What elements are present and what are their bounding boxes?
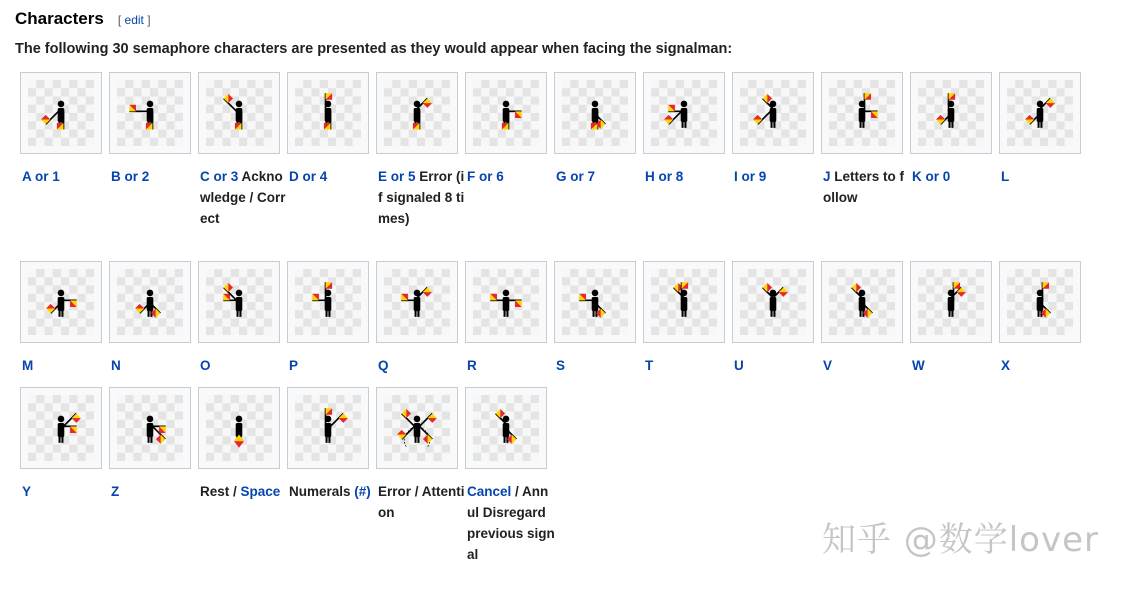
caption-link[interactable]: V: [823, 358, 833, 373]
caption-link[interactable]: W: [912, 358, 925, 373]
semaphore-caption: [910, 355, 1000, 376]
semaphore-caption: [20, 481, 110, 502]
caption-text: Numerals: [289, 484, 355, 499]
caption-link[interactable]: L: [1001, 169, 1010, 184]
edit-section: [ edit ]: [117, 13, 151, 27]
semaphore-cell: [20, 387, 104, 502]
caption-link[interactable]: Cancel: [467, 484, 512, 499]
caption-link[interactable]: U: [734, 358, 744, 373]
semaphore-image[interactable]: [287, 261, 369, 343]
intro-text: The following 30 semaphore characters are presented as they would appear when facing the signalman:: [15, 41, 733, 57]
semaphore-cell: [465, 72, 549, 187]
semaphore-image[interactable]: [554, 261, 636, 343]
caption-link[interactable]: J: [823, 169, 831, 184]
semaphore-cell: [999, 261, 1083, 376]
semaphore-cell: [20, 261, 104, 376]
semaphore-image[interactable]: [910, 261, 992, 343]
semaphore-image[interactable]: [643, 261, 725, 343]
semaphore-caption: [376, 481, 466, 523]
caption-link[interactable]: H or 8: [645, 169, 684, 184]
semaphore-caption: [20, 166, 110, 187]
semaphore-caption: [109, 166, 199, 187]
semaphore-caption: [554, 166, 644, 187]
semaphore-image[interactable]: [821, 72, 903, 154]
semaphore-image[interactable]: [20, 72, 102, 154]
semaphore-cell: [109, 387, 193, 502]
caption-link[interactable]: F or 6: [467, 169, 504, 184]
semaphore-image[interactable]: [732, 261, 814, 343]
semaphore-caption: [109, 481, 199, 502]
semaphore-caption: [198, 481, 288, 502]
caption-link[interactable]: Y: [22, 484, 32, 499]
semaphore-image[interactable]: [20, 261, 102, 343]
caption-text: / Annul Disregard previous signal: [467, 484, 555, 562]
semaphore-image[interactable]: [999, 261, 1081, 343]
caption-link[interactable]: (#): [354, 484, 371, 499]
semaphore-cell: [732, 261, 816, 376]
semaphore-image[interactable]: [465, 387, 547, 469]
caption-text: Error / Attention: [378, 484, 465, 520]
semaphore-caption: [643, 166, 733, 187]
semaphore-caption: [732, 166, 822, 187]
caption-link[interactable]: S: [556, 358, 566, 373]
semaphore-image[interactable]: [198, 261, 280, 343]
semaphore-image[interactable]: [376, 387, 458, 469]
semaphore-image[interactable]: [465, 72, 547, 154]
semaphore-caption: [643, 355, 733, 376]
caption-link[interactable]: E or 5: [378, 169, 416, 184]
semaphore-caption: [287, 481, 377, 502]
semaphore-caption: [198, 166, 288, 229]
caption-link[interactable]: Q: [378, 358, 389, 373]
semaphore-cell: [198, 261, 282, 376]
semaphore-image[interactable]: [910, 72, 992, 154]
semaphore-cell: [198, 72, 286, 229]
semaphore-cell: [465, 261, 549, 376]
caption-link[interactable]: G or 7: [556, 169, 596, 184]
semaphore-cell: [287, 387, 371, 502]
semaphore-caption: [910, 166, 1000, 187]
caption-link[interactable]: T: [645, 358, 654, 373]
semaphore-image[interactable]: [198, 387, 280, 469]
semaphore-caption: [20, 355, 110, 376]
caption-link[interactable]: C or 3: [200, 169, 239, 184]
semaphore-caption: [465, 481, 555, 565]
semaphore-image[interactable]: [109, 387, 191, 469]
semaphore-caption: [376, 166, 466, 229]
semaphore-cell: [910, 261, 994, 376]
semaphore-cell: [999, 72, 1083, 187]
semaphore-caption: [999, 355, 1089, 376]
semaphore-image[interactable]: [554, 72, 636, 154]
semaphore-cell: [109, 261, 193, 376]
caption-link[interactable]: I or 9: [734, 169, 767, 184]
caption-link[interactable]: X: [1001, 358, 1011, 373]
caption-text: Letters to follow: [823, 169, 905, 205]
semaphore-caption: [376, 355, 466, 376]
semaphore-image[interactable]: [821, 261, 903, 343]
caption-text: Error (if signaled 8 times): [378, 169, 465, 226]
caption-link[interactable]: N: [111, 358, 121, 373]
semaphore-cell: [376, 261, 460, 376]
semaphore-image[interactable]: [465, 261, 547, 343]
semaphore-caption: [465, 166, 555, 187]
semaphore-cell: [109, 72, 193, 187]
semaphore-caption: [821, 355, 911, 376]
caption-text: Acknowledge / Correct: [200, 169, 286, 226]
semaphore-cell: [821, 261, 905, 376]
semaphore-caption: [287, 166, 377, 187]
semaphore-image[interactable]: [198, 72, 280, 154]
caption-link[interactable]: M: [22, 358, 34, 373]
semaphore-caption: [554, 355, 644, 376]
semaphore-image[interactable]: [999, 72, 1081, 154]
caption-link[interactable]: A or 1: [22, 169, 60, 184]
caption-link[interactable]: Z: [111, 484, 120, 499]
caption-link[interactable]: O: [200, 358, 211, 373]
caption-link[interactable]: Space: [240, 484, 281, 499]
edit-link[interactable]: edit: [124, 13, 144, 27]
semaphore-cell: [465, 387, 555, 565]
semaphore-caption: [198, 355, 288, 376]
caption-link[interactable]: R: [467, 358, 477, 373]
semaphore-cell: [198, 387, 282, 502]
semaphore-image[interactable]: [287, 387, 369, 469]
section-title: Characters: [15, 9, 104, 28]
semaphore-cell: [20, 72, 104, 187]
semaphore-caption: [465, 355, 555, 376]
semaphore-cell: [376, 387, 465, 523]
semaphore-image[interactable]: [20, 387, 102, 469]
semaphore-cell: [376, 72, 465, 229]
semaphore-cell: [732, 72, 816, 187]
semaphore-caption: [999, 166, 1089, 187]
semaphore-image[interactable]: [376, 261, 458, 343]
watermark: 知乎 @数学lover: [821, 520, 1099, 560]
semaphore-cell: [554, 72, 638, 187]
caption-link[interactable]: B or 2: [111, 169, 150, 184]
semaphore-cell: [643, 261, 727, 376]
section-heading: [15, 9, 151, 29]
semaphore-image[interactable]: [643, 72, 725, 154]
semaphore-cell: [643, 72, 727, 187]
semaphore-cell: [554, 261, 638, 376]
caption-text: Rest /: [200, 484, 241, 499]
semaphore-caption: [109, 355, 199, 376]
semaphore-image[interactable]: [109, 72, 191, 154]
semaphore-cell: [910, 72, 994, 187]
semaphore-caption: [821, 166, 911, 208]
semaphore-image[interactable]: [109, 261, 191, 343]
semaphore-cell: [821, 72, 905, 208]
caption-link[interactable]: D or 4: [289, 169, 328, 184]
caption-link[interactable]: K or 0: [912, 169, 951, 184]
semaphore-caption: [287, 355, 377, 376]
semaphore-caption: [732, 355, 822, 376]
semaphore-cell: [287, 72, 371, 187]
semaphore-cell: [287, 261, 371, 376]
semaphore-image[interactable]: [287, 72, 369, 154]
semaphore-image[interactable]: [732, 72, 814, 154]
caption-link[interactable]: P: [289, 358, 299, 373]
semaphore-image[interactable]: [376, 72, 458, 154]
